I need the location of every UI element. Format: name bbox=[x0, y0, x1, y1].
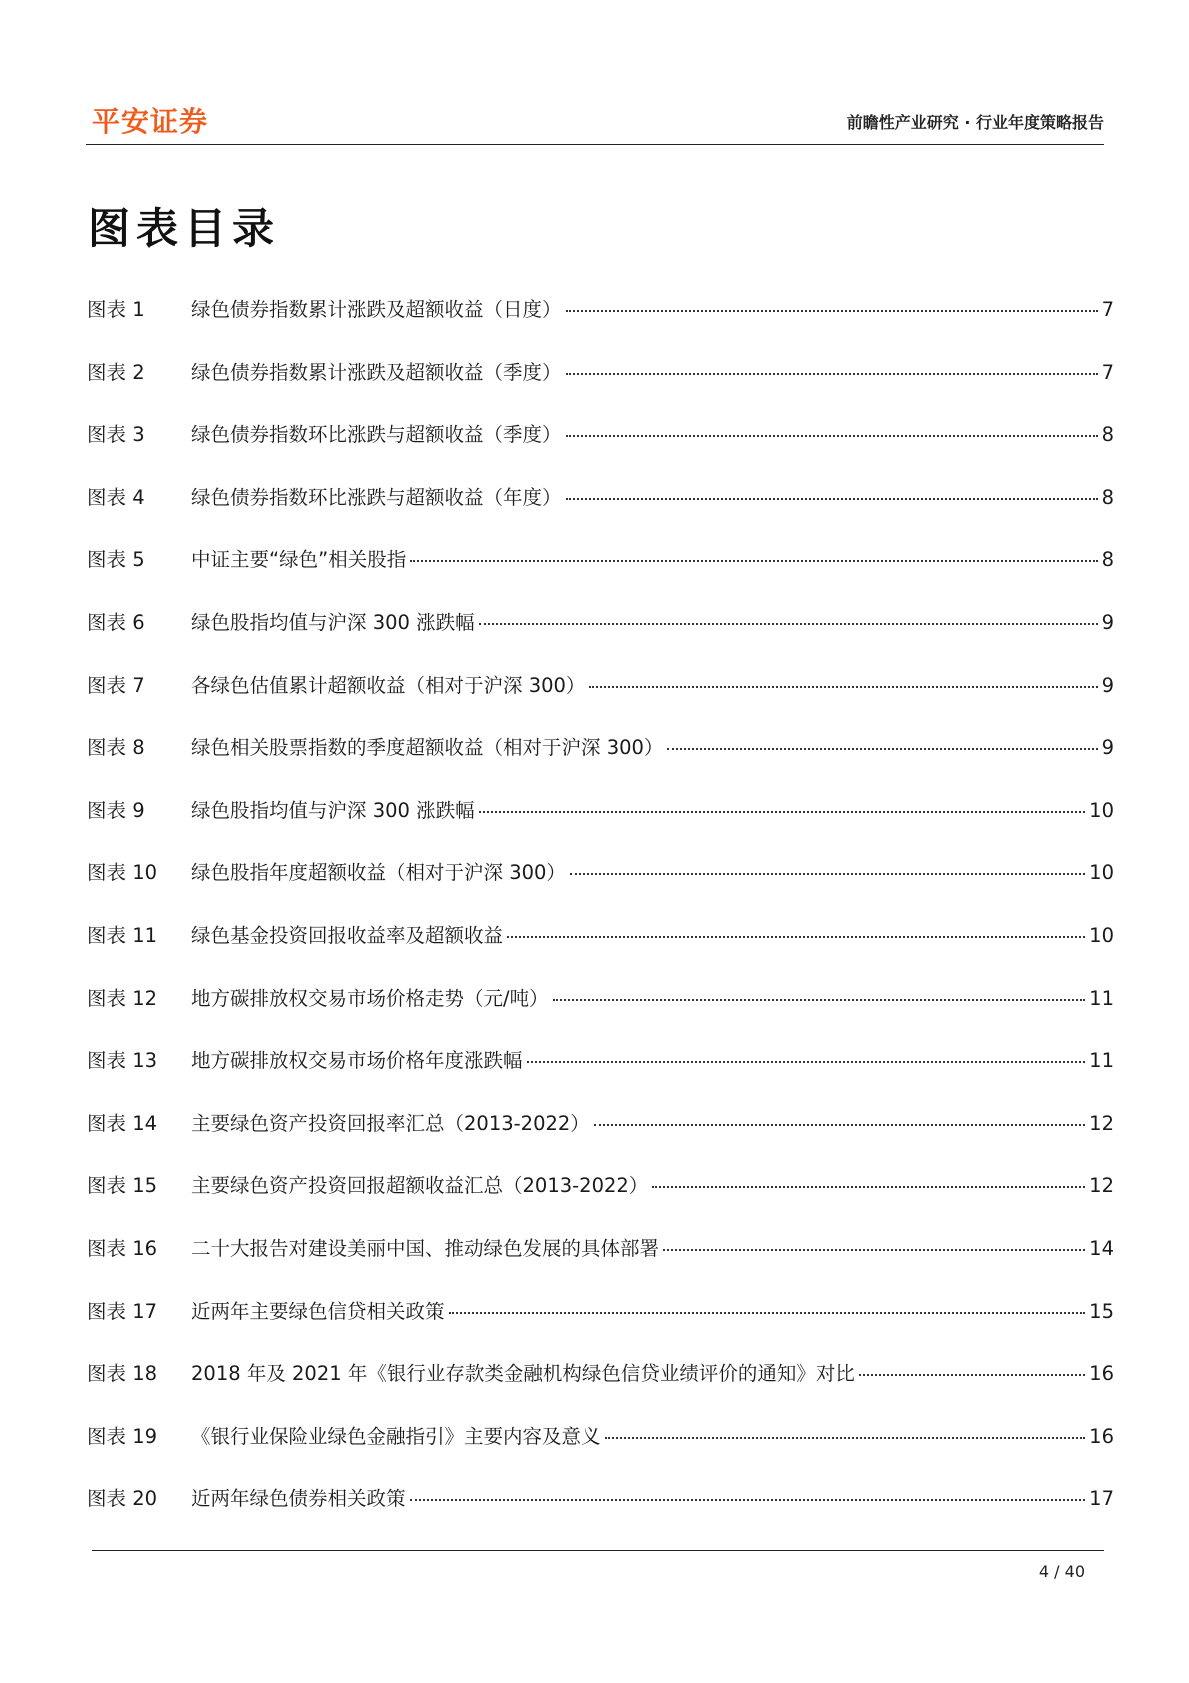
toc-entry-page: 9 bbox=[1101, 736, 1114, 760]
toc-entry-label: 图表 6 bbox=[87, 610, 145, 634]
toc-entry-page: 10 bbox=[1089, 798, 1114, 822]
toc-entry-page: 12 bbox=[1089, 1111, 1114, 1135]
toc-entry[interactable] bbox=[87, 795, 1114, 858]
toc-dot-leader bbox=[859, 1374, 1085, 1376]
toc-entry[interactable] bbox=[87, 1108, 1114, 1171]
toc-dot-leader bbox=[479, 623, 1098, 625]
toc-entry-title: 二十大报告对建设美丽中国、推动绿色发展的具体部署 bbox=[191, 1236, 660, 1260]
toc-entry-page: 16 bbox=[1089, 1424, 1114, 1448]
toc-entry-title: 主要绿色资产投资回报率汇总（2013-2022） bbox=[191, 1111, 590, 1135]
toc-entry-page: 7 bbox=[1101, 298, 1114, 321]
toc-entry-label: 图表 1 bbox=[87, 298, 145, 321]
toc-dot-leader bbox=[566, 310, 1098, 312]
toc-entry[interactable] bbox=[87, 544, 1114, 607]
toc-dot-leader bbox=[589, 686, 1097, 688]
toc-dot-leader bbox=[566, 498, 1098, 500]
toc-entry[interactable] bbox=[87, 482, 1114, 545]
toc-dot-leader bbox=[663, 1249, 1085, 1251]
toc-dot-leader bbox=[553, 999, 1086, 1001]
toc-entry-label: 图表 9 bbox=[87, 798, 145, 822]
toc-entry-page: 7 bbox=[1101, 360, 1114, 384]
toc-entry-label: 图表 5 bbox=[87, 548, 145, 572]
toc-entry-label: 图表 13 bbox=[87, 1049, 158, 1073]
toc-dot-leader bbox=[410, 1499, 1086, 1501]
toc-entry-page: 17 bbox=[1089, 1487, 1114, 1511]
toc-entry-label: 图表 18 bbox=[87, 1362, 158, 1386]
toc-entry-page: 8 bbox=[1101, 485, 1114, 509]
toc-entry-label: 图表 15 bbox=[87, 1174, 158, 1198]
toc-entry-page: 14 bbox=[1089, 1236, 1114, 1260]
toc-entry-label: 图表 10 bbox=[87, 861, 158, 885]
toc-entry-title: 绿色相关股票指数的季度超额收益（相对于沪深 300） bbox=[191, 736, 664, 760]
toc-dot-leader bbox=[527, 1061, 1086, 1063]
toc-entry[interactable] bbox=[87, 983, 1114, 1046]
toc-entry-label: 图表 4 bbox=[87, 485, 145, 509]
toc-entry-title: 地方碳排放权交易市场价格走势（元/吨） bbox=[191, 986, 549, 1010]
toc-entry-page: 10 bbox=[1089, 861, 1114, 885]
toc-entry[interactable] bbox=[87, 357, 1114, 420]
toc-entry-label: 图表 8 bbox=[87, 736, 145, 760]
toc-entry-page: 9 bbox=[1101, 673, 1114, 697]
toc-entry[interactable] bbox=[87, 1045, 1114, 1108]
toc-entry-title: 2018 年及 2021 年《银行业存款类金融机构绿色信贷业绩评价的通知》对比 bbox=[191, 1362, 855, 1386]
toc-dot-leader bbox=[507, 936, 1085, 938]
toc-entry-title: 绿色股指均值与沪深 300 涨跌幅 bbox=[191, 798, 475, 822]
toc-entry-page: 10 bbox=[1089, 923, 1114, 947]
toc-entry-title: 近两年主要绿色信贷相关政策 bbox=[191, 1299, 445, 1323]
toc-dot-leader bbox=[479, 811, 1086, 813]
toc-entry-title: 主要绿色资产投资回报超额收益汇总（2013-2022） bbox=[191, 1174, 649, 1198]
toc-entry[interactable] bbox=[87, 670, 1114, 733]
toc-entry[interactable] bbox=[87, 1170, 1114, 1233]
page-header bbox=[86, 94, 1104, 145]
toc-entry-page: 15 bbox=[1089, 1299, 1114, 1323]
toc-entry-label: 图表 14 bbox=[87, 1111, 158, 1135]
table-of-figures bbox=[87, 294, 1114, 1546]
toc-entry-label: 图表 12 bbox=[87, 986, 158, 1010]
toc-dot-leader bbox=[570, 873, 1085, 875]
toc-entry-label: 图表 7 bbox=[87, 673, 145, 697]
toc-dot-leader bbox=[410, 560, 1097, 562]
toc-entry-title: 中证主要“绿色”相关股指 bbox=[191, 548, 407, 572]
toc-entry[interactable] bbox=[87, 857, 1114, 920]
toc-entry-page: 11 bbox=[1089, 1049, 1114, 1073]
footer-divider bbox=[92, 1550, 1104, 1551]
toc-entry-label: 图表 3 bbox=[87, 423, 145, 447]
toc-entry-page: 12 bbox=[1089, 1174, 1114, 1198]
toc-entry[interactable] bbox=[87, 732, 1114, 795]
toc-entry[interactable] bbox=[87, 294, 1114, 357]
toc-entry-label: 图表 11 bbox=[87, 923, 158, 947]
toc-entry[interactable] bbox=[87, 1358, 1114, 1421]
toc-dot-leader bbox=[652, 1186, 1085, 1188]
toc-entry[interactable] bbox=[87, 1483, 1114, 1546]
toc-entry-title: 绿色债券指数累计涨跌及超额收益（日度） bbox=[191, 298, 562, 321]
toc-entry-title: 绿色基金投资回报收益率及超额收益 bbox=[191, 923, 504, 947]
toc-entry-title: 《银行业保险业绿色金融指引》主要内容及意义 bbox=[191, 1424, 601, 1448]
toc-entry-page: 9 bbox=[1101, 610, 1114, 634]
toc-entry-label: 图表 17 bbox=[87, 1299, 158, 1323]
toc-entry[interactable] bbox=[87, 607, 1114, 670]
toc-entry[interactable] bbox=[87, 920, 1114, 983]
toc-dot-leader bbox=[667, 748, 1097, 750]
page-number: 4 / 40 bbox=[1038, 1562, 1085, 1581]
toc-entry-label: 图表 16 bbox=[87, 1236, 158, 1260]
toc-dot-leader bbox=[566, 373, 1098, 375]
toc-dot-leader bbox=[449, 1312, 1086, 1314]
toc-entry-title: 绿色债券指数累计涨跌及超额收益（季度） bbox=[191, 360, 562, 384]
toc-entry-title: 绿色股指年度超额收益（相对于沪深 300） bbox=[191, 861, 566, 885]
toc-entry-title: 各绿色估值累计超额收益（相对于沪深 300） bbox=[191, 673, 586, 697]
toc-entry-title: 绿色股指均值与沪深 300 涨跌幅 bbox=[191, 610, 475, 634]
toc-entry-page: 16 bbox=[1089, 1362, 1114, 1386]
toc-dot-leader bbox=[594, 1124, 1085, 1126]
toc-dot-leader bbox=[605, 1437, 1086, 1439]
toc-entry-label: 图表 20 bbox=[87, 1487, 158, 1511]
toc-entry-label: 图表 2 bbox=[87, 360, 145, 384]
toc-entry[interactable] bbox=[87, 1421, 1114, 1484]
toc-entry-page: 8 bbox=[1101, 423, 1114, 447]
toc-entry[interactable] bbox=[87, 419, 1114, 482]
toc-entry-title: 绿色债券指数环比涨跌与超额收益（年度） bbox=[191, 485, 562, 509]
toc-dot-leader bbox=[566, 435, 1098, 437]
toc-entry-page: 8 bbox=[1101, 548, 1114, 572]
toc-entry[interactable] bbox=[87, 1233, 1114, 1296]
toc-entry[interactable] bbox=[87, 1296, 1114, 1359]
toc-entry-title: 绿色债券指数环比涨跌与超额收益（季度） bbox=[191, 423, 562, 447]
toc-entry-title: 近两年绿色债券相关政策 bbox=[191, 1487, 406, 1511]
company-logo: 平安证券 bbox=[92, 105, 209, 138]
toc-entry-page: 11 bbox=[1089, 986, 1114, 1010]
page-title: 图表目录 bbox=[88, 204, 281, 253]
toc-entry-title: 地方碳排放权交易市场价格年度涨跌幅 bbox=[191, 1049, 523, 1073]
toc-entry-label: 图表 19 bbox=[87, 1424, 158, 1448]
report-title: 前瞻性产业研究 · 行业年度策略报告 bbox=[846, 113, 1104, 132]
